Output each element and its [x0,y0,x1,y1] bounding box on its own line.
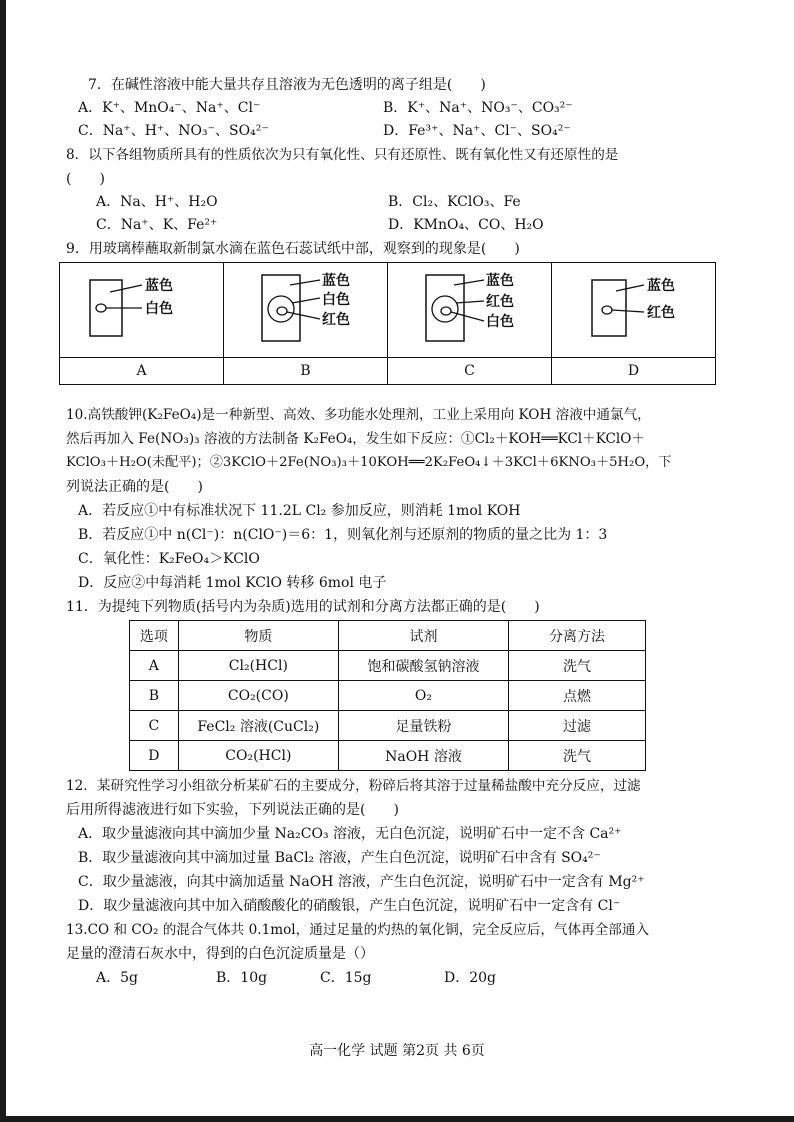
cell-reagent: NaOH 溶液 [338,741,508,771]
q9-panel-c [388,263,552,358]
q13-stem-line1: 13.CO 和 CO₂ 的混合气体共 0.1mol，通过足量的灼热的氧化铜，完全反应后，气体再全部通入 [66,922,650,938]
q10-option-a: A．若反应①中有标准状况下 11.2L Cl₂ 参加反应，则消耗 1mol KOH [78,503,521,519]
cell-method: 过滤 [508,711,645,741]
table-header-row [130,621,646,651]
q10-stem-line3: KClO₃＋H₂O(未配平)；②3KClO＋2Fe(NO₃)₃＋10KOH══2K₂FeO₄↓＋3KCl＋6KNO₃＋5H₂O，下 [66,455,672,470]
q8-stem-line1: 8．以下各组物质所具有的性质依次为只有氧化性、只有还原性、既有氧化性又有还原性的是 [66,147,619,163]
q11-stem: 11．为提纯下列物质(括号内为杂质)选用的试剂和分离方法都正确的是( ) [66,599,540,615]
q10-option-b: B．若反应①中 n(Cl⁻)：n(ClO⁻)＝6：1，则氧化剂与还原剂的物质的量之比为 1：3 [78,527,608,543]
label-white: 白色 [145,301,173,317]
test-paper-diagram-d [552,263,715,353]
q9-figure-table [59,262,716,385]
cell-reagent: 足量铁粉 [338,711,508,741]
q12-option-a: A．取少量滤液向其中滴加少量 Na₂CO₃ 溶液，无白色沉淀，说明矿石中一定不含 Ca²⁺ [78,826,622,842]
q9-panel-b [224,263,388,358]
q9-label-a: A [60,358,224,385]
q8-option-c: C．Na⁺、K、Fe²⁺ [96,217,218,233]
test-paper-diagram-c [388,263,551,353]
q10-option-c: C．氧化性：K₂FeO₄＞KClO [78,551,260,567]
q13-option-c: C．15g [320,970,372,986]
table-row [130,711,646,741]
q13-option-a: A．5g [96,970,138,986]
header-method: 分离方法 [508,621,645,651]
cell-reagent: O₂ [338,681,508,711]
q12-option-c: C．取少量滤液，向其中滴加适量 NaOH 溶液，产生白色沉淀，说明矿石中一定含有 Mg²⁺ [78,874,645,890]
q12-stem-line1: 12．某研究性学习小组欲分析某矿石的主要成分，粉碎后将其溶于过量稀盐酸中充分反应，过滤 [66,778,641,794]
label-white: 白色 [322,292,350,308]
header-option: 选项 [130,621,179,651]
cell-option: B [130,681,179,711]
cell-option: D [130,741,179,771]
cell-option: C [130,711,179,741]
q13-option-b: B．10g [216,970,268,986]
header-substance: 物质 [178,621,338,651]
cell-substance: Cl₂(HCl) [178,651,338,681]
q7-stem: 7．在碱性溶液中能大量共存且溶液为无色透明的离子组是( ) [88,77,486,93]
cell-substance: CO₂(HCl) [178,741,338,771]
page-footer: 高一化学 试题 第2页 共 6页 [309,1043,485,1059]
header-reagent: 试剂 [338,621,508,651]
q9-panel-d [552,263,716,358]
q9-panel-a [60,263,224,358]
cell-method: 洗气 [508,741,645,771]
scan-edge-left [0,0,6,1122]
cell-substance: CO₂(CO) [178,681,338,711]
label-red: 红色 [486,294,514,310]
table-row [130,651,646,681]
q9-label-b: B [224,358,388,385]
q9-label-c: C [388,358,552,385]
scan-edge-bottom [0,1116,794,1122]
q9-stem: 9．用玻璃棒蘸取新制氯水滴在蓝色石蕊试纸中部，观察到的现象是( ) [66,241,520,257]
label-blue: 蓝色 [647,278,675,294]
cell-method: 洗气 [508,651,645,681]
label-white: 白色 [486,314,514,330]
q13-option-d: D．20g [444,970,497,986]
q12-option-d: D．取少量滤液向其中加入硝酸酸化的硝酸银，产生白色沉淀，说明矿石中一定含有 Cl⁻ [78,898,621,914]
cell-option: A [130,651,179,681]
q10-option-d: D．反应②中每消耗 1mol KClO 转移 6mol 电子 [78,575,387,591]
label-blue: 蓝色 [486,273,514,289]
q12-stem-line2: 后用所得滤液进行如下实验，下列说法正确的是( ) [66,802,399,818]
q13-stem-line2: 足量的澄清石灰水中，得到的白色沉淀质量是（） [66,946,374,962]
q8-option-d: D．KMnO₄、CO、H₂O [388,217,544,233]
table-row [130,741,646,771]
label-blue: 蓝色 [145,278,173,294]
q10-stem-line1: 10.高铁酸钾(K₂FeO₄)是一种新型、高效、多功能水处理剂，工业上采用向 KOH 溶液中通氯气， [66,407,651,423]
q12-option-b: B．取少量滤液向其中滴加过量 BaCl₂ 溶液，产生白色沉淀，说明矿石中含有 SO₄²⁻ [78,850,601,866]
label-red: 红色 [647,305,675,321]
q11-table [129,620,646,771]
table-row [130,681,646,711]
label-blue: 蓝色 [322,273,350,289]
q8-stem-line2: ( ) [66,171,105,187]
test-paper-diagram-b [224,263,387,353]
q10-stem-line2: 然后再加入 Fe(NO₃)₃ 溶液的方法制备 K₂FeO₄，发生如下反应：①Cl₂＋KOH══KCl＋KClO＋ [66,431,645,447]
test-paper-diagram-a [60,263,223,353]
q8-option-b: B．Cl₂、KClO₃、Fe [388,194,521,210]
q10-stem-line4: 列说法正确的是( ) [66,479,203,495]
q7-option-c: C．Na⁺、H⁺、NO₃⁻、SO₄²⁻ [78,123,269,139]
q8-option-a: A．Na、H⁺、H₂O [96,194,218,210]
cell-method: 点燃 [508,681,645,711]
q7-option-b: B．K⁺、Na⁺、NO₃⁻、CO₃²⁻ [383,100,573,116]
q7-option-d: D．Fe³⁺、Na⁺、Cl⁻、SO₄²⁻ [383,123,571,139]
q9-label-d: D [552,358,716,385]
label-red: 红色 [322,312,350,328]
cell-substance: FeCl₂ 溶液(CuCl₂) [178,711,338,741]
cell-reagent: 饱和碳酸氢钠溶液 [338,651,508,681]
q7-option-a: A．K⁺、MnO₄⁻、Na⁺、Cl⁻ [78,100,261,116]
